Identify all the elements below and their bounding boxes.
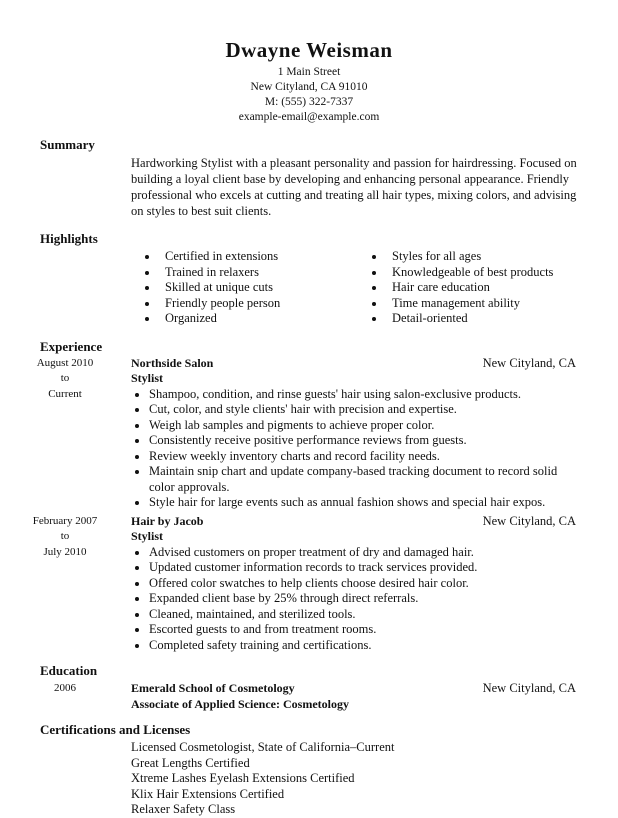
city-state-zip: New Cityland, CA 91010 bbox=[250, 81, 368, 93]
certification-item: Klix Hair Extensions Certified bbox=[131, 786, 285, 801]
duty-item: Offered color swatches to help clients choose desired hair color. bbox=[131, 576, 582, 592]
duty-item: Cleaned, maintained, and sterilized tools. bbox=[131, 607, 582, 623]
education-year: 2006 bbox=[54, 682, 76, 694]
summary-text: Hardworking Stylist with a pleasant personality and passion for hairdressing. Focused on building a loyal client base by developing and enhancing personal appearance. Friendly professional who excels at cutting and treating all hair types, mixing colors, and advising on styles to best suit clients. bbox=[131, 156, 577, 218]
certification-item: Licensed Cosmetologist, State of California–Current bbox=[131, 740, 395, 754]
degree-name: Associate of Applied Science: Cosmetology bbox=[131, 696, 349, 711]
certification-item: Great Lengths Certified bbox=[131, 755, 250, 770]
duty-item: Shampoo, condition, and rinse guests' hair using salon-exclusive products. bbox=[131, 387, 582, 403]
job-details bbox=[131, 356, 582, 511]
highlight-item: Knowledgeable of best products bbox=[358, 265, 553, 281]
candidate-name: Dwayne Weisman bbox=[225, 38, 393, 62]
school-name: Emerald School of Cosmetology bbox=[131, 681, 295, 695]
highlight-item: Time management ability bbox=[358, 296, 553, 312]
job-header bbox=[131, 514, 582, 530]
education-details bbox=[131, 681, 582, 712]
duty-item: Cut, color, and style clients' hair with precision and expertise. bbox=[131, 402, 582, 418]
company-name: Northside Salon bbox=[131, 355, 214, 370]
highlights-section bbox=[40, 231, 582, 327]
job-entry bbox=[36, 355, 582, 511]
certification-item: Xtreme Lashes Eyelash Extensions Certified bbox=[131, 771, 355, 785]
job-date-to: to bbox=[60, 530, 70, 542]
job-location: New Cityland, CA bbox=[482, 355, 576, 370]
highlights-right-list bbox=[358, 249, 553, 327]
highlight-item: Detail-oriented bbox=[358, 311, 553, 327]
highlight-item: Skilled at unique cuts bbox=[131, 280, 358, 296]
highlight-item: Organized bbox=[131, 311, 358, 327]
job-duties bbox=[131, 545, 582, 654]
company-name: Hair by Jacob bbox=[131, 513, 204, 528]
education-entry bbox=[40, 681, 582, 712]
duty-item: Escorted guests to and from treatment rooms. bbox=[131, 622, 582, 638]
experience-section bbox=[32, 338, 582, 654]
highlight-item: Hair care education bbox=[358, 280, 553, 296]
duty-item: Advised customers on proper treatment of dry and damaged hair. bbox=[131, 545, 582, 561]
certifications-heading: Certifications and Licenses bbox=[40, 722, 191, 737]
duty-item: Expanded client base by 25% through direct referrals. bbox=[131, 591, 582, 607]
highlight-item: Friendly people person bbox=[131, 296, 358, 312]
street-address: 1 Main Street bbox=[277, 66, 341, 78]
education-heading: Education bbox=[40, 663, 98, 678]
job-end-date: Current bbox=[48, 387, 82, 400]
job-title: Stylist bbox=[131, 529, 164, 543]
duty-item: Weigh lab samples and pigments to achieve proper color. bbox=[131, 418, 582, 434]
education-header bbox=[131, 681, 582, 697]
job-duties bbox=[131, 387, 582, 511]
job-title: Stylist bbox=[131, 371, 164, 385]
education-section bbox=[40, 663, 582, 712]
job-date-to: to bbox=[60, 372, 70, 384]
job-details bbox=[131, 514, 582, 654]
duty-item: Review weekly inventory charts and record facility needs. bbox=[131, 449, 582, 465]
resume-header bbox=[0, 0, 618, 125]
certification-item: Relaxer Safety Class bbox=[131, 802, 236, 816]
duty-item: Consistently receive positive performance reviews from guests. bbox=[131, 433, 582, 449]
job-location: New Cityland, CA bbox=[482, 513, 576, 528]
highlight-item: Trained in relaxers bbox=[131, 265, 358, 281]
email-address: example-email@example.com bbox=[238, 111, 380, 123]
experience-heading: Experience bbox=[40, 338, 103, 354]
certifications-section bbox=[40, 722, 582, 818]
duty-item: Maintain snip chart and update company-based tracking document to record solid color approvals. bbox=[131, 464, 582, 495]
job-dates bbox=[20, 514, 110, 561]
job-start-date: August 2010 bbox=[36, 356, 94, 369]
certifications-list bbox=[131, 740, 582, 818]
highlights-heading: Highlights bbox=[40, 231, 98, 246]
job-end-date: July 2010 bbox=[43, 545, 87, 558]
job-header bbox=[131, 356, 582, 372]
duty-item: Completed safety training and certifications. bbox=[131, 638, 582, 654]
highlights-left-list bbox=[131, 249, 358, 327]
school-location: New Cityland, CA bbox=[482, 681, 576, 695]
highlight-item: Certified in extensions bbox=[131, 249, 358, 265]
duty-item: Style hair for large events such as annual fashion shows and special hair expos. bbox=[131, 495, 582, 511]
highlights-columns bbox=[131, 249, 582, 327]
summary-heading: Summary bbox=[40, 137, 95, 152]
phone-number: M: (555) 322-7337 bbox=[264, 96, 354, 108]
highlight-item: Styles for all ages bbox=[358, 249, 553, 265]
job-dates bbox=[20, 356, 110, 403]
job-start-date: February 2007 bbox=[32, 514, 98, 527]
summary-section bbox=[40, 137, 582, 219]
job-entry bbox=[32, 513, 582, 654]
duty-item: Updated customer information records to track services provided. bbox=[131, 560, 582, 576]
